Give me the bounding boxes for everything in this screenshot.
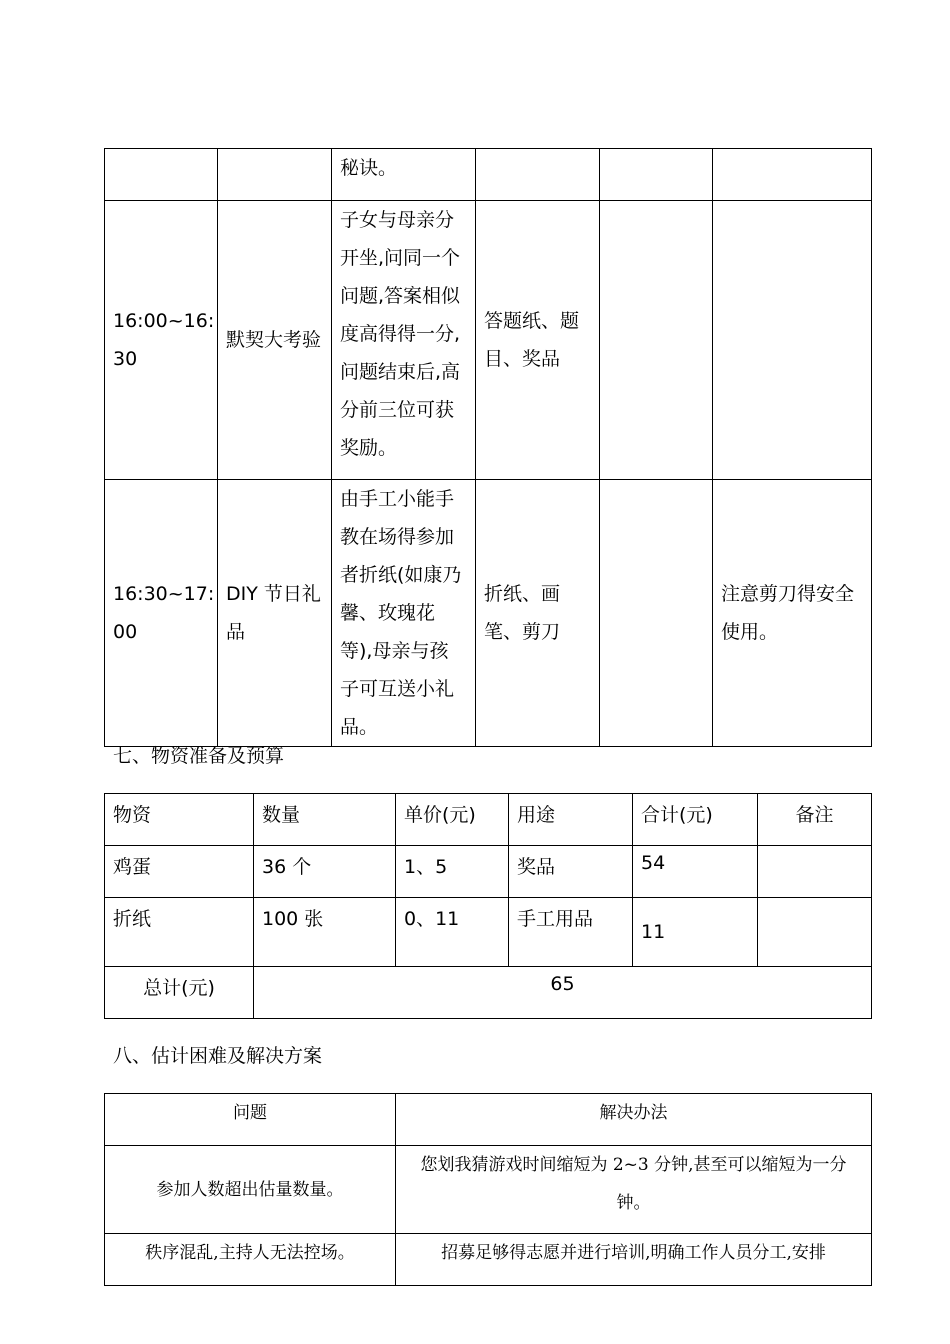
table-header-row [105, 794, 872, 846]
item-cell: 折纸 [105, 898, 254, 967]
table-row [105, 846, 872, 898]
table-row [105, 1234, 872, 1286]
table-header-row [105, 1094, 872, 1146]
quantity-cell: 36 个 [254, 846, 396, 898]
time-cell [105, 149, 218, 201]
content-cell: 由手工小能手教在场得参加者折纸(如康乃馨、玫瑰花等),母亲与孩子可互送小礼品。 [332, 480, 476, 747]
table-row [105, 898, 872, 967]
table-row [105, 480, 872, 747]
subtotal-cell: 54 [633, 846, 758, 898]
column-header: 解决办法 [396, 1094, 872, 1146]
column-header: 数量 [254, 794, 396, 846]
table-row [105, 1146, 872, 1234]
price-cell: 1、5 [396, 846, 509, 898]
schedule-table [104, 148, 872, 747]
quantity-cell: 100 张 [254, 898, 396, 967]
total-label: 总计(元) [105, 967, 254, 1019]
solution-cell: 您划我猜游戏时间缩短为 2~3 分钟,甚至可以缩短为一分钟。 [396, 1146, 872, 1234]
remark-cell [758, 898, 872, 967]
staff-cell [600, 201, 713, 480]
notes-cell: 注意剪刀得安全使用。 [713, 480, 872, 747]
budget-table [104, 793, 872, 1019]
notes-cell [713, 201, 872, 480]
materials-cell: 折纸、画笔、剪刀 [476, 480, 600, 747]
column-header: 物资 [105, 794, 254, 846]
time-cell: 16:00~16: 30 [105, 201, 218, 480]
subtotal-cell: 11 [633, 898, 758, 967]
activity-cell: 默契大考验 [218, 201, 332, 480]
usage-cell: 手工用品 [509, 898, 633, 967]
column-header: 合计(元) [633, 794, 758, 846]
solutions-table [104, 1093, 872, 1286]
usage-cell: 奖品 [509, 846, 633, 898]
activity-cell [218, 149, 332, 201]
notes-cell [713, 149, 872, 201]
column-header: 备注 [758, 794, 872, 846]
problem-cell: 秩序混乱,主持人无法控场。 [105, 1234, 396, 1286]
content-cell: 秘诀。 [332, 149, 476, 201]
content-cell: 子女与母亲分开坐,问同一个问题,答案相似度高得得一分,问题结束后,高分前三位可获奖励。 [332, 201, 476, 480]
item-cell: 鸡蛋 [105, 846, 254, 898]
staff-cell [600, 480, 713, 747]
column-header: 单价(元) [396, 794, 509, 846]
table-row [105, 149, 872, 201]
table-total-row [105, 967, 872, 1019]
staff-cell [600, 149, 713, 201]
materials-cell: 答题纸、题目、奖品 [476, 201, 600, 480]
remark-cell [758, 846, 872, 898]
total-value: 65 [254, 967, 872, 1019]
column-header: 用途 [509, 794, 633, 846]
solution-cell: 招募足够得志愿并进行培训,明确工作人员分工,安排 [396, 1234, 872, 1286]
table-row [105, 201, 872, 480]
problem-cell: 参加人数超出估量数量。 [105, 1146, 396, 1234]
materials-cell [476, 149, 600, 201]
activity-cell: DIY 节日礼品 [218, 480, 332, 747]
time-cell: 16:30~17: 00 [105, 480, 218, 747]
section-heading: 七、物资准备及预算 [113, 745, 285, 767]
price-cell: 0、11 [396, 898, 509, 967]
section-heading: 八、估计困难及解决方案 [113, 1045, 323, 1067]
column-header: 问题 [105, 1094, 396, 1146]
